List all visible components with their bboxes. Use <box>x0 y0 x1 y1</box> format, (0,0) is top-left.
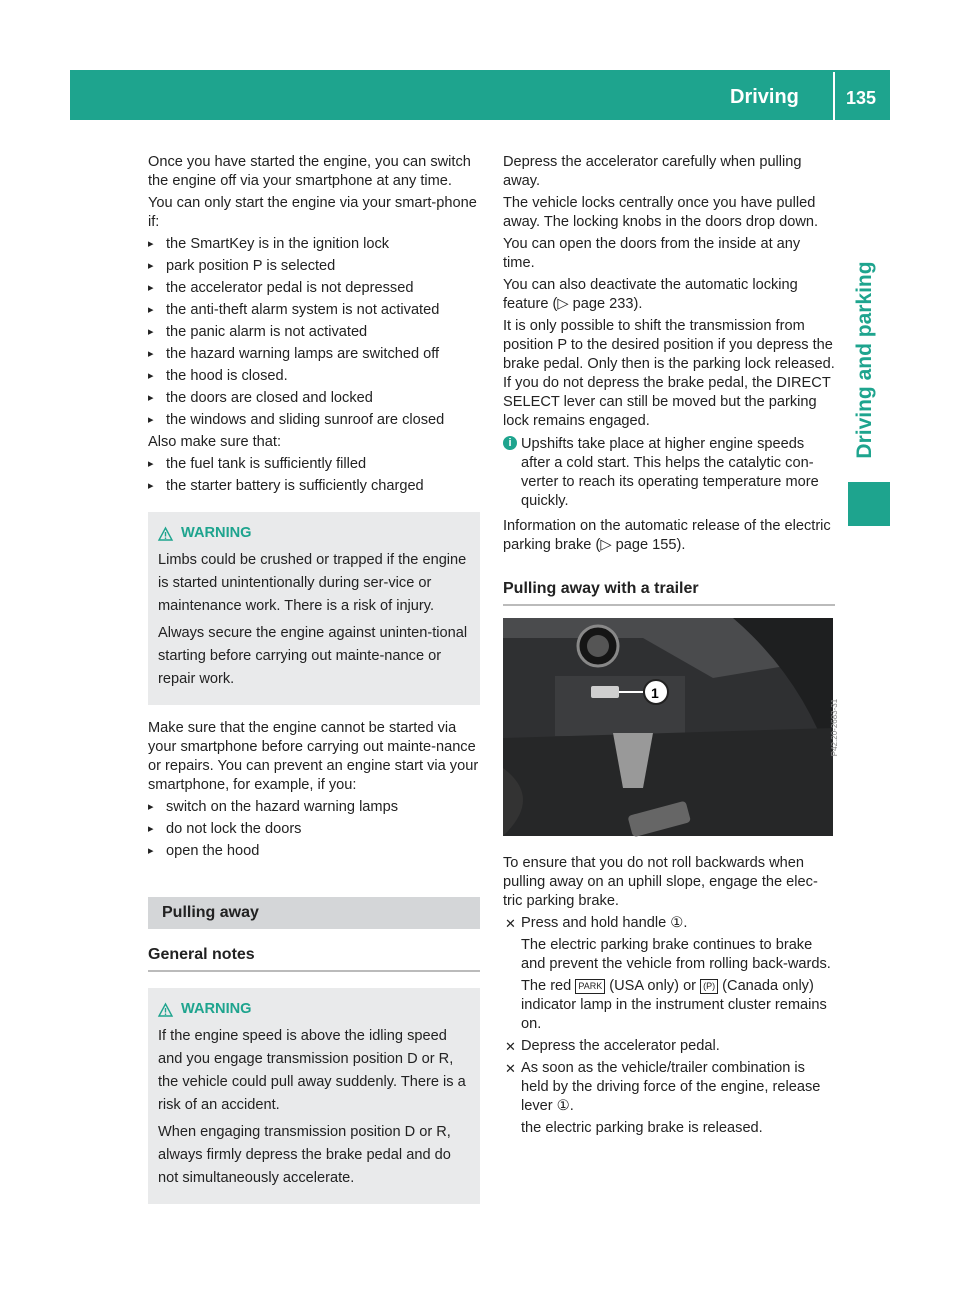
warning-label: WARNING <box>181 1001 252 1017</box>
paragraph: You can also deactivate the automatic locking feature (▷ page 233). <box>503 277 798 312</box>
step-detail: The electric parking brake continues to brake and prevent the vehicle from rolling back-wards. <box>521 937 831 972</box>
list-item: ▸ the anti-theft alarm system is not activated <box>148 301 480 320</box>
step-marker-icon: ✕ <box>505 1061 516 1076</box>
bullet-list <box>148 798 480 861</box>
paragraph: You can open the doors from the inside at any time. <box>503 236 801 271</box>
warning-triangle-icon <box>158 527 173 541</box>
subsection-title: Pulling away with a trailer <box>503 573 835 606</box>
side-tab-marker <box>848 482 890 526</box>
step-text: As soon as the vehicle/trailer combination is held by the driving force of the engine, release lever ①. <box>521 1060 821 1114</box>
paragraph: Once you have started the engine, you can switch the engine off via your smartphone at any time. <box>148 154 471 189</box>
list-item: ▸ the SmartKey is in the ignition lock <box>148 235 480 254</box>
warning-text: Always secure the engine against uninten-tional starting before carrying out mainte-nance or repair work. <box>158 625 468 687</box>
step-marker-icon: ✕ <box>505 916 516 931</box>
side-tab-label: Driving and parking <box>853 261 876 459</box>
parking-brake-indicator-icon: (P) <box>700 979 718 994</box>
paragraph: Also make sure that: <box>148 434 282 450</box>
warning-text: Limbs could be crushed or trapped if the engine is started unintentionally during ser-vice or maintenance work. There is a risk of injury. <box>158 552 467 614</box>
section-title: Pulling away <box>148 897 480 929</box>
list-item: ▸ the hood is closed. <box>148 367 480 386</box>
step-detail: the electric parking brake is released. <box>521 1120 763 1136</box>
list-item: ▸ the accelerator pedal is not depressed <box>148 279 480 298</box>
paragraph: Depress the accelerator carefully when pulling away. <box>503 154 802 189</box>
warning-triangle-icon <box>158 1003 173 1017</box>
warning-title <box>158 1000 470 1019</box>
list-item: ▸ the windows and sliding sunroof are closed <box>148 411 480 430</box>
step-detail-text: (USA only) or <box>609 978 697 994</box>
instruction-step <box>503 1059 835 1116</box>
park-indicator-icon: PARK <box>575 979 605 994</box>
page-number: 135 <box>846 88 877 108</box>
warning-title <box>158 524 470 543</box>
list-item: ▸ open the hood <box>148 842 480 861</box>
paragraph: The vehicle locks centrally once you have pulled away. The locking knobs in the doors drop down. <box>503 195 819 230</box>
list-item: ▸ the hazard warning lamps are switched off <box>148 345 480 364</box>
photo-callout: 1 <box>651 685 659 701</box>
step-text: Depress the accelerator pedal. <box>521 1038 720 1054</box>
paragraph: Make sure that the engine cannot be started via your smartphone before carrying out mainte-nance or repairs. You can prevent an engine start via your smartphone, for example, if you: <box>148 720 479 793</box>
list-item: ▸ the panic alarm is not activated <box>148 323 480 342</box>
paragraph: To ensure that you do not roll backwards when pulling away on an uphill slope, engage the elec-tric parking brake. <box>503 855 818 909</box>
dashboard-illustration <box>503 618 833 836</box>
paragraph: You can only start the engine via your smart-phone if: <box>148 195 477 230</box>
subsection-title: General notes <box>148 939 480 972</box>
instruction-step <box>503 1037 835 1056</box>
warning-text: When engaging transmission position D or R, always firmly depress the brake pedal and do not simultaneously accelerate. <box>158 1124 451 1186</box>
photo-code: P42.20-2683-31 <box>829 698 839 757</box>
header-divider <box>833 72 835 120</box>
info-note <box>503 435 835 511</box>
step-marker-icon: ✕ <box>505 1039 516 1054</box>
step-detail-text: (Canada only) indicator lamp in the instrument cluster remains on. <box>521 978 827 1032</box>
list-item: ▸ do not lock the doors <box>148 820 480 839</box>
step-detail <box>503 977 835 1034</box>
right-column <box>503 153 839 1141</box>
step-text: Press and hold handle ①. <box>521 915 688 931</box>
list-item: ▸ switch on the hazard warning lamps <box>148 798 480 817</box>
paragraph: It is only possible to shift the transmission from position P to the desired position if you depress the brake pedal. Only then is the parking lock released. If you do not depress the brake pedal, the DIRECT SELECT lever can still be moved but the parking lock remains engaged. <box>503 318 835 429</box>
warning-box <box>148 988 480 1204</box>
info-icon: i <box>503 436 517 450</box>
list-item: ▸ park position P is selected <box>148 257 480 276</box>
left-column <box>148 153 480 1204</box>
instruction-step <box>503 914 835 933</box>
header-section-title: Driving <box>730 86 799 108</box>
list-item: ▸ the fuel tank is sufficiently filled <box>148 455 480 474</box>
list-item: ▸ the doors are closed and locked <box>148 389 480 408</box>
parking-brake-photo <box>503 618 839 836</box>
warning-label: WARNING <box>181 525 252 541</box>
warning-box <box>148 512 480 705</box>
info-text: Upshifts take place at higher engine speeds after a cold start. This helps the catalytic con-verter to reach its operating temperature more quickly. <box>521 436 819 509</box>
bullet-list <box>148 455 480 496</box>
bullet-list <box>148 235 480 430</box>
paragraph: Information on the automatic release of the electric parking brake (▷ page 155). <box>503 518 831 553</box>
warning-text: If the engine speed is above the idling speed and you engage transmission position D or R, the vehicle could pull away suddenly. There is a risk of an accident. <box>158 1028 466 1113</box>
step-detail-text: The red <box>521 978 572 994</box>
list-item: ▸ the starter battery is sufficiently charged <box>148 477 480 496</box>
